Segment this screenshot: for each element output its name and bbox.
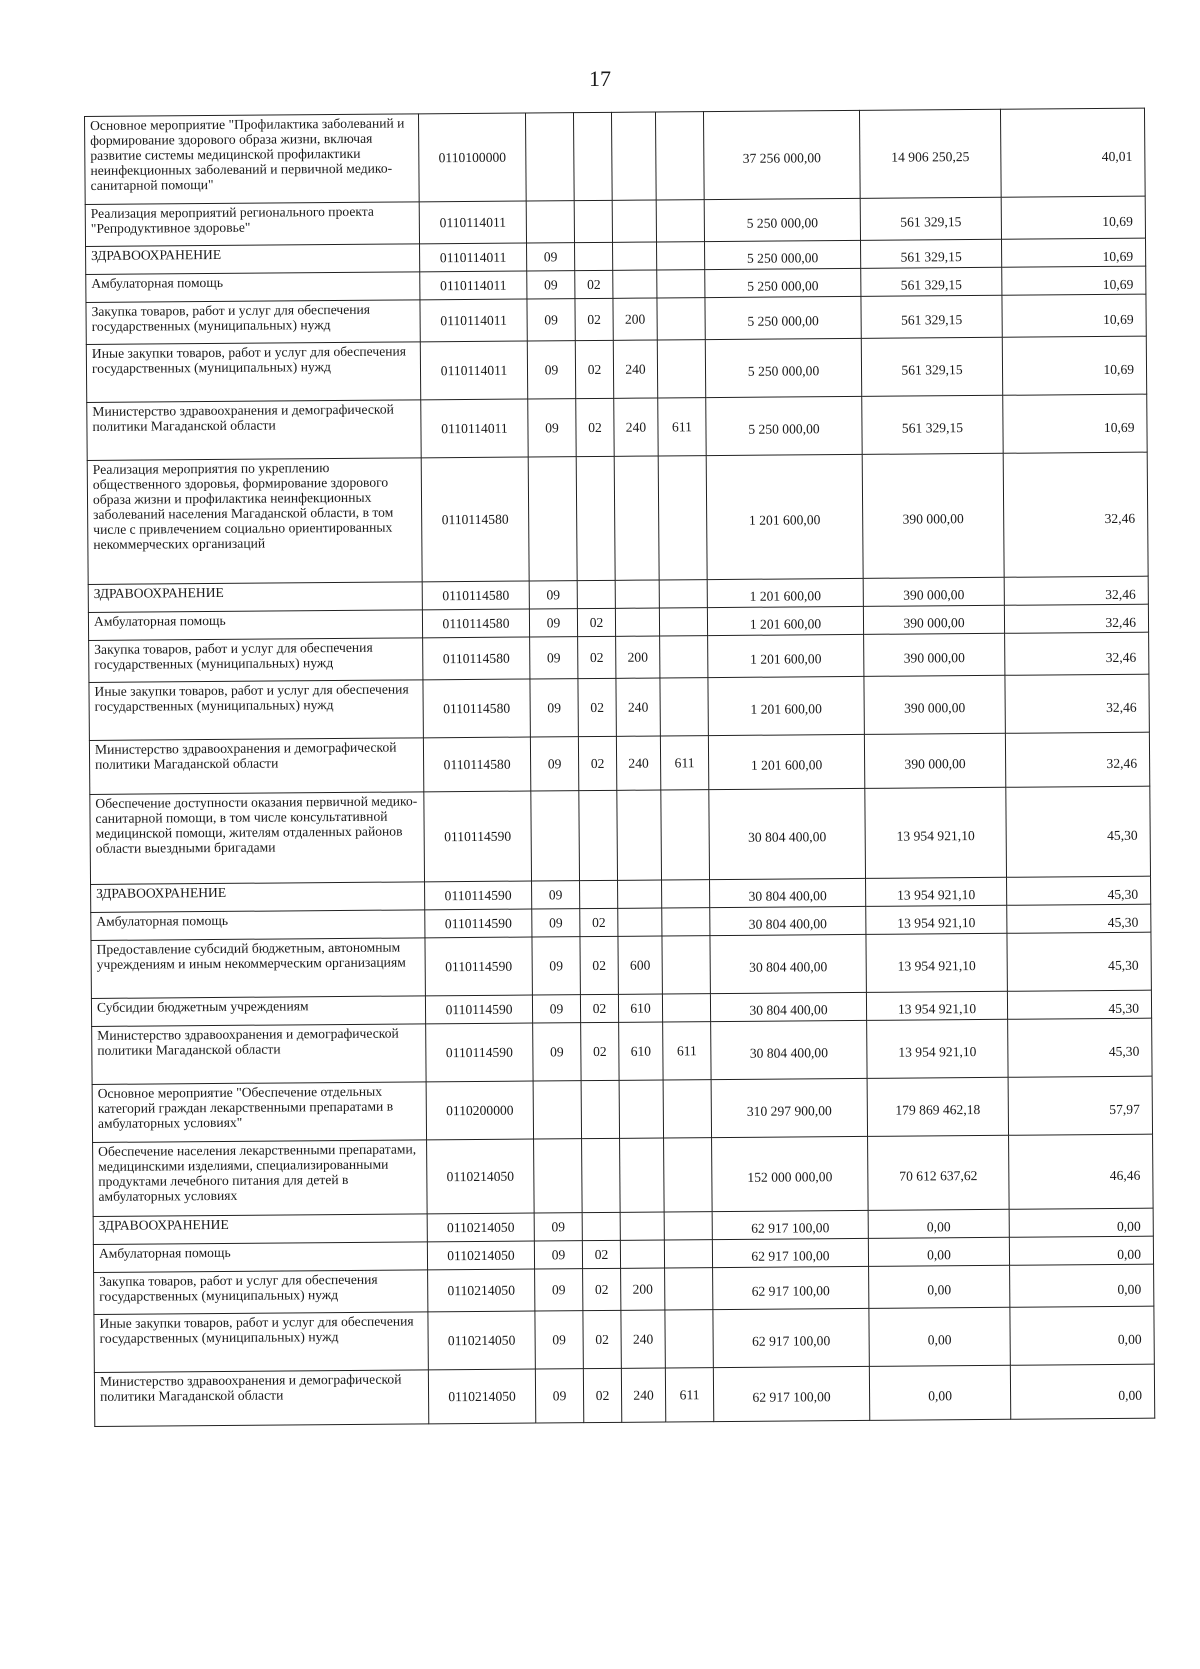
section-code: 09: [529, 609, 577, 637]
subsection-code: [574, 200, 612, 242]
executed-amount: 70 612 637,62: [868, 1135, 1010, 1210]
planned-amount: 1 201 600,00: [708, 734, 864, 789]
subsection-code: 02: [577, 608, 615, 636]
target-article-code: 0110114580: [423, 679, 530, 738]
table-row: [91, 932, 1151, 998]
planned-amount: 62 917 100,00: [713, 1308, 869, 1367]
execution-percent: 32,46: [1005, 732, 1149, 787]
execution-percent: 32,46: [1004, 576, 1148, 605]
target-article-code: 0110114590: [426, 1023, 533, 1082]
planned-amount: 62 917 100,00: [712, 1238, 868, 1267]
chief-administrator-code: [662, 994, 710, 1022]
planned-amount: 152 000 000,00: [712, 1136, 869, 1211]
row-name: Министерство здравоохранения и демографической политики Магаданской области: [89, 738, 423, 795]
target-article-code: 0110114580: [421, 457, 529, 582]
section-code: [525, 113, 574, 201]
execution-percent: 10,69: [1002, 336, 1146, 395]
execution-percent: 40,01: [1000, 108, 1145, 197]
section-code: 09: [534, 1241, 582, 1269]
execution-percent: 32,46: [1005, 674, 1149, 733]
executed-amount: 0,00: [868, 1209, 1009, 1238]
planned-amount: 5 250 000,00: [705, 338, 861, 397]
target-article-code: 0110214050: [427, 1139, 535, 1214]
expense-type-code: 610: [618, 994, 662, 1022]
section-code: [533, 1081, 581, 1139]
row-name: Закупка товаров, работ и услуг для обеспечения государственных (муниципальных) нужд: [86, 300, 420, 345]
row-name: Министерство здравоохранения и демографической политики Магаданской области: [94, 1370, 428, 1427]
executed-amount: 561 329,15: [860, 197, 1001, 240]
target-article-code: 0110114580: [422, 581, 529, 610]
chief-administrator-code: [658, 456, 707, 580]
executed-amount: 561 329,15: [861, 337, 1002, 396]
execution-percent: 57,97: [1008, 1076, 1152, 1135]
execution-percent: 10,69: [1002, 266, 1146, 295]
section-code: 09: [535, 1311, 583, 1369]
chief-administrator-code: [659, 580, 707, 608]
executed-amount: 390 000,00: [863, 577, 1004, 606]
execution-percent: 10,69: [1003, 394, 1147, 453]
target-article-code: 0110214050: [427, 1213, 534, 1242]
planned-amount: 1 201 600,00: [707, 578, 863, 607]
executed-amount: 13 954 921,10: [866, 933, 1007, 992]
target-article-code: 0110114011: [421, 399, 528, 458]
subsection-code: [580, 880, 618, 908]
planned-amount: 5 250 000,00: [704, 198, 860, 241]
chief-administrator-code: [664, 1138, 713, 1212]
chief-administrator-code: 611: [660, 736, 708, 790]
expense-type-code: 240: [621, 1310, 665, 1368]
subsection-code: 02: [575, 298, 613, 340]
expense-type-code: [620, 1240, 664, 1268]
target-article-code: 0110214050: [428, 1311, 535, 1370]
executed-amount: 13 954 921,10: [867, 1019, 1008, 1078]
expense-type-code: 240: [613, 340, 657, 398]
target-article-code: 0110114580: [422, 609, 529, 638]
chief-administrator-code: [659, 608, 707, 636]
chief-administrator-code: 611: [663, 1022, 711, 1080]
chief-administrator-code: [665, 1310, 713, 1368]
planned-amount: 62 917 100,00: [713, 1366, 869, 1421]
expense-type-code: [613, 242, 657, 270]
target-article-code: 0110114011: [420, 299, 527, 342]
chief-administrator-code: [660, 636, 708, 678]
section-code: 09: [532, 909, 580, 937]
expense-type-code: [619, 1080, 663, 1138]
executed-amount: 390 000,00: [863, 605, 1004, 634]
section-code: 09: [527, 243, 575, 271]
section-code: 09: [527, 341, 575, 399]
section-code: 09: [530, 679, 578, 737]
subsection-code: [581, 1080, 619, 1138]
executed-amount: 390 000,00: [864, 633, 1005, 676]
planned-amount: 30 804 400,00: [709, 788, 866, 879]
table-row: [87, 394, 1147, 460]
row-name: Обеспечение доступности оказания первичной медико-санитарной помощи, в том числе консультативной медицинской помощи, жителям отдаленных районов области выездными бригадами: [90, 792, 425, 885]
execution-percent: 45,30: [1007, 932, 1151, 991]
planned-amount: 30 804 400,00: [710, 934, 866, 993]
target-article-code: 0110214050: [428, 1269, 535, 1312]
section-code: 09: [535, 1369, 583, 1423]
execution-percent: 45,30: [1007, 904, 1151, 933]
row-name: ЗДРАВООХРАНЕНИЕ: [86, 244, 420, 275]
chief-administrator-code: [657, 242, 705, 270]
target-article-code: 0110114590: [425, 881, 532, 910]
subsection-code: 02: [576, 398, 614, 456]
row-name: ЗДРАВООХРАНЕНИЕ: [93, 1214, 427, 1245]
expense-type-code: 240: [616, 736, 660, 790]
table-row: [90, 786, 1151, 884]
section-code: 09: [534, 1213, 582, 1241]
table-row: [89, 674, 1149, 740]
expense-type-code: 240: [616, 678, 660, 736]
section-code: 09: [535, 1269, 583, 1311]
subsection-code: 02: [578, 678, 616, 736]
section-code: 09: [527, 271, 575, 299]
table-row: [92, 1076, 1152, 1142]
row-name: Предоставление субсидий бюджетным, автономным учреждениям и иным некоммерческим организациям: [91, 938, 425, 999]
expense-type-code: [620, 1212, 664, 1240]
target-article-code: 0110100000: [418, 113, 526, 202]
chief-administrator-code: [661, 790, 710, 880]
chief-administrator-code: 611: [658, 398, 706, 456]
row-name: Субсидии бюджетным учреждениям: [91, 996, 425, 1027]
chief-administrator-code: [662, 880, 710, 908]
subsection-code: 02: [575, 270, 613, 298]
execution-percent: 0,00: [1009, 1208, 1153, 1237]
execution-percent: 46,46: [1009, 1134, 1154, 1209]
section-code: 09: [530, 637, 578, 679]
executed-amount: 390 000,00: [864, 733, 1005, 788]
execution-percent: 0,00: [1010, 1264, 1154, 1307]
subsection-code: 02: [583, 1310, 621, 1368]
target-article-code: 0110114590: [425, 909, 532, 938]
executed-amount: 13 954 921,10: [866, 905, 1007, 934]
subsection-code: 02: [580, 908, 618, 936]
subsection-code: [576, 456, 615, 580]
execution-percent: 0,00: [1009, 1236, 1153, 1265]
row-name: Реализация мероприятия по укреплению общественного здоровья, формирование здорового образа жизни и профилактика неинфекционных заболеваний населения Магаданской области, в том числе с привлечением социально ориентированных некоммерческих организаций: [87, 458, 422, 585]
target-article-code: 0110200000: [426, 1081, 533, 1140]
planned-amount: 1 201 600,00: [708, 634, 864, 677]
planned-amount: 30 804 400,00: [710, 878, 866, 907]
table-row: [94, 1306, 1154, 1372]
table-row: [89, 732, 1149, 794]
section-code: [531, 791, 580, 881]
row-name: Иные закупки товаров, работ и услуг для обеспечения государственных (муниципальных) нужд: [86, 342, 420, 403]
expense-type-code: 200: [613, 298, 657, 340]
section-code: [528, 457, 577, 581]
execution-percent: 45,30: [1007, 876, 1151, 905]
subsection-code: 02: [580, 936, 618, 994]
expense-type-code: 610: [619, 1022, 663, 1080]
planned-amount: 5 250 000,00: [705, 268, 861, 297]
chief-administrator-code: [657, 340, 705, 398]
section-code: 09: [529, 581, 577, 609]
section-code: 09: [530, 737, 578, 791]
executed-amount: 561 329,15: [861, 239, 1002, 268]
row-name: Основное мероприятие "Обеспечение отдельных категорий граждан лекарственными препаратами в амбулаторных условиях": [92, 1082, 426, 1143]
planned-amount: 62 917 100,00: [713, 1266, 869, 1309]
chief-administrator-code: [664, 1240, 712, 1268]
planned-amount: 30 804 400,00: [710, 906, 866, 935]
table-row: [87, 452, 1148, 584]
row-name: Министерство здравоохранения и демографической политики Магаданской области: [87, 400, 421, 461]
page-number: 17: [589, 66, 611, 91]
executed-amount: 0,00: [869, 1307, 1010, 1366]
expense-type-code: [618, 908, 662, 936]
expense-type-code: 200: [621, 1268, 665, 1310]
planned-amount: 1 201 600,00: [706, 454, 863, 579]
target-article-code: 0110214050: [428, 1369, 535, 1424]
row-name: Амбулаторная помощь: [88, 610, 422, 641]
subsection-code: [577, 580, 615, 608]
expense-type-code: 200: [616, 636, 660, 678]
row-name: Основное мероприятие "Профилактика заболеваний и формирование здорового образа жизни, включая развитие системы медицинской профилактики неинфекционных заболеваний и первичной медико-санитарной помощи": [85, 114, 420, 205]
row-name: Обеспечение населения лекарственными препаратами, медицинскими изделиями, специализированными продуктами лечебного питания для детей в амбулаторных условиях: [93, 1140, 428, 1217]
planned-amount: 62 917 100,00: [712, 1210, 868, 1239]
chief-administrator-code: [662, 936, 710, 994]
subsection-code: [573, 112, 612, 200]
executed-amount: 390 000,00: [862, 453, 1004, 578]
executed-amount: 561 329,15: [862, 395, 1003, 454]
target-article-code: 0110114590: [425, 937, 532, 996]
planned-amount: 5 250 000,00: [705, 240, 861, 269]
expense-type-code: 240: [621, 1368, 665, 1422]
execution-percent: 10,69: [1001, 238, 1145, 267]
expense-type-code: [618, 880, 662, 908]
execution-percent: 0,00: [1010, 1306, 1154, 1365]
planned-amount: 1 201 600,00: [707, 606, 863, 635]
expense-type-code: [617, 790, 662, 880]
target-article-code: 0110114011: [419, 201, 526, 244]
table-row: [92, 1018, 1152, 1084]
section-code: [526, 201, 574, 243]
subsection-code: 02: [578, 636, 616, 678]
chief-administrator-code: [660, 678, 708, 736]
subsection-code: 02: [581, 1022, 619, 1080]
subsection-code: 02: [580, 994, 618, 1022]
planned-amount: 5 250 000,00: [706, 396, 862, 455]
executed-amount: 0,00: [869, 1365, 1010, 1420]
expense-type-code: 240: [614, 398, 658, 456]
row-name: Амбулаторная помощь: [91, 910, 425, 941]
section-code: 09: [533, 1023, 581, 1081]
execution-percent: 32,46: [1004, 604, 1148, 633]
subsection-code: [582, 1212, 620, 1240]
execution-percent: 45,30: [1008, 1018, 1152, 1077]
subsection-code: 02: [578, 736, 616, 790]
target-article-code: 0110114011: [420, 243, 527, 272]
planned-amount: 310 297 900,00: [711, 1078, 867, 1137]
subsection-code: [575, 242, 613, 270]
expense-type-code: [615, 580, 659, 608]
target-article-code: 0110114011: [420, 271, 527, 300]
target-article-code: 0110114590: [425, 995, 532, 1024]
table-row: [94, 1364, 1154, 1426]
row-name: Иные закупки товаров, работ и услуг для обеспечения государственных (муниципальных) нужд: [94, 1312, 428, 1373]
executed-amount: 561 329,15: [861, 267, 1002, 296]
table-body: [85, 108, 1155, 1426]
row-name: Министерство здравоохранения и демографической политики Магаданской области: [92, 1024, 426, 1085]
row-name: Иные закупки товаров, работ и услуг для обеспечения государственных (муниципальных) нужд: [89, 680, 423, 741]
expense-type-code: [615, 608, 659, 636]
target-article-code: 0110114590: [424, 791, 532, 882]
execution-percent: 32,46: [1005, 632, 1149, 675]
subsection-code: [579, 790, 618, 880]
planned-amount: 30 804 400,00: [711, 1020, 867, 1079]
chief-administrator-code: [665, 1268, 713, 1310]
planned-amount: 30 804 400,00: [710, 992, 866, 1021]
executed-amount: 0,00: [868, 1237, 1009, 1266]
chief-administrator-code: [657, 298, 705, 340]
executed-amount: 13 954 921,10: [865, 787, 1007, 878]
executed-amount: 13 954 921,10: [866, 877, 1007, 906]
section-code: [534, 1139, 583, 1213]
row-name: ЗДРАВООХРАНЕНИЕ: [88, 582, 422, 613]
execution-percent: 32,46: [1003, 452, 1148, 577]
section-code: 09: [528, 399, 576, 457]
expense-type-code: [611, 112, 656, 200]
chief-administrator-code: 611: [665, 1368, 713, 1422]
chief-administrator-code: [664, 1212, 712, 1240]
row-name: Закупка товаров, работ и услуг для обеспечения государственных (муниципальных) нужд: [89, 638, 423, 683]
execution-percent: 10,69: [1002, 294, 1146, 337]
target-article-code: 0110214050: [427, 1241, 534, 1270]
chief-administrator-code: [662, 908, 710, 936]
chief-administrator-code: [663, 1080, 711, 1138]
executed-amount: 561 329,15: [861, 295, 1002, 338]
table-row: [85, 108, 1146, 204]
section-code: 09: [532, 937, 580, 995]
row-name: Амбулаторная помощь: [93, 1242, 427, 1273]
subsection-code: 02: [582, 1240, 620, 1268]
execution-percent: 0,00: [1010, 1364, 1154, 1419]
subsection-code: [582, 1138, 621, 1212]
row-name: Закупка товаров, работ и услуг для обеспечения государственных (муниципальных) нужд: [94, 1270, 428, 1315]
budget-table: [84, 108, 1155, 1427]
target-article-code: 0110114580: [423, 737, 530, 792]
expense-type-code: [614, 456, 659, 580]
target-article-code: 0110114580: [423, 637, 530, 680]
expense-type-code: [613, 270, 657, 298]
planned-amount: 5 250 000,00: [705, 296, 861, 339]
expense-type-code: [612, 200, 656, 242]
executed-amount: 13 954 921,10: [866, 991, 1007, 1020]
chief-administrator-code: [657, 270, 705, 298]
execution-percent: 45,30: [1007, 990, 1151, 1019]
row-name: ЗДРАВООХРАНЕНИЕ: [91, 882, 425, 913]
section-code: 09: [527, 299, 575, 341]
planned-amount: 37 256 000,00: [703, 110, 860, 199]
execution-percent: 45,30: [1006, 786, 1151, 877]
planned-amount: 1 201 600,00: [708, 676, 864, 735]
subsection-code: 02: [575, 340, 613, 398]
executed-amount: 179 869 462,18: [867, 1077, 1008, 1136]
section-code: 09: [532, 995, 580, 1023]
subsection-code: 02: [583, 1268, 621, 1310]
table-row: [93, 1134, 1154, 1216]
chief-administrator-code: [655, 112, 704, 200]
section-code: 09: [532, 881, 580, 909]
chief-administrator-code: [656, 200, 704, 242]
expense-type-code: 600: [618, 936, 662, 994]
subsection-code: 02: [583, 1368, 621, 1422]
expense-type-code: [620, 1138, 665, 1212]
table-row: [86, 336, 1146, 402]
row-name: Амбулаторная помощь: [86, 272, 420, 303]
target-article-code: 0110114011: [420, 341, 527, 400]
executed-amount: 0,00: [869, 1265, 1010, 1308]
executed-amount: 390 000,00: [864, 675, 1005, 734]
row-name: Реализация мероприятий регионального проекта "Репродуктивное здоровье": [85, 202, 419, 247]
executed-amount: 14 906 250,25: [859, 109, 1001, 198]
execution-percent: 10,69: [1001, 196, 1145, 239]
